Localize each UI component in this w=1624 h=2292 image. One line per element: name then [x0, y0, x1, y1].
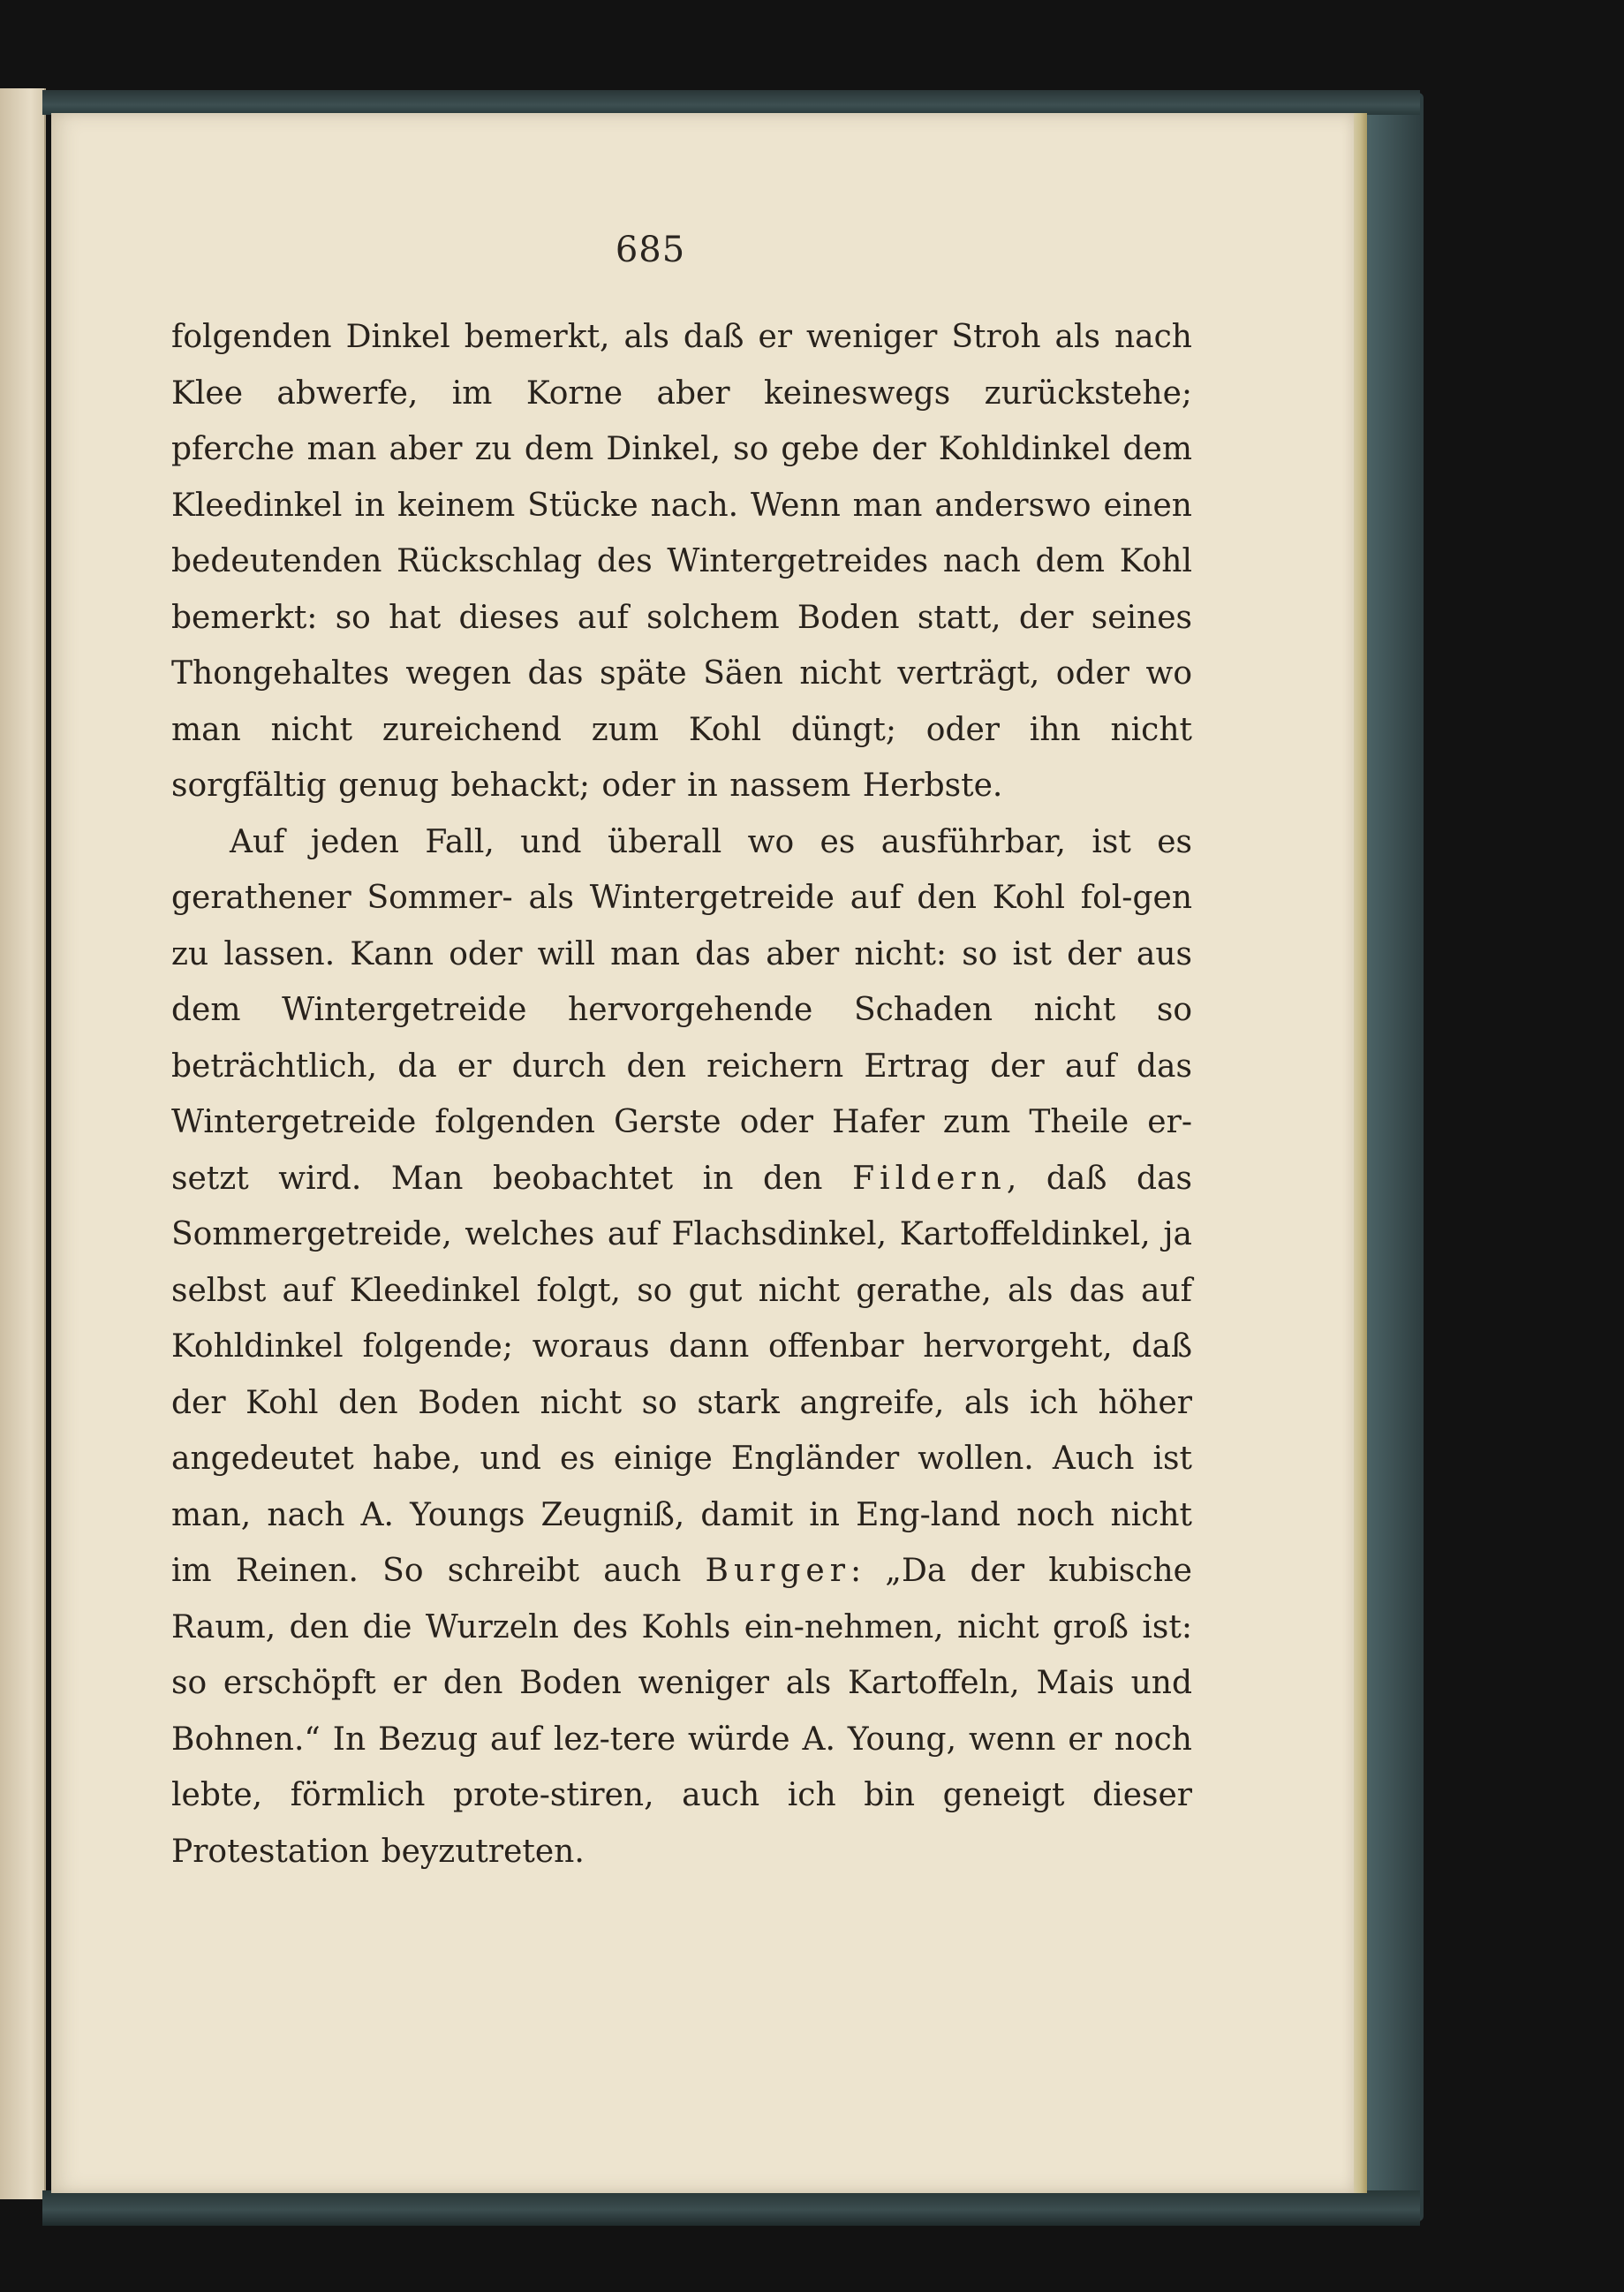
- emphasized-place-name: Fildern: [852, 1160, 1007, 1197]
- body-text: [171, 309, 1192, 1880]
- left-page-edge: [0, 88, 46, 2199]
- text-run: : „Da der kubische Raum, den die Wurzeln des Kohls ein-nehmen, nicht groß ist: so erschöpft er den Boden weniger als Kartoffeln, Mais und Bohnen.“ In Bezug auf lez-tere würde A. Young, wenn er noch lebte, förmlich prote-stiren, auch ich bin geneigt dieser Protestation beyzutreten.: [171, 1553, 1192, 1870]
- emphasized-author-name: Burger: [705, 1553, 850, 1589]
- page-number: 685: [615, 230, 686, 270]
- book-cover-bottom-edge: [42, 2190, 1420, 2226]
- paragraph-1: [171, 309, 1192, 814]
- paragraph-2: [171, 814, 1192, 1880]
- text-run: Auf jeden Fall, und überall wo es ausführbar, ist es gerathener Sommer- als Wintergetreide auf den Kohl fol-gen zu lassen. Kann oder will man das aber nicht: so ist der aus dem Wintergetreide hervorgehende Schaden nicht so beträchtlich, da er durch den reichern Ertrag der auf das Wintergetreide folgenden Gerste oder Hafer zum Theile er-setzt wird. Man beobachtet in den: [171, 823, 1192, 1197]
- text-run: , daß das Sommergetreide, welches auf Flachsdinkel, Kartoffeldinkel, ja selbst auf Kleedinkel folgt, so gut nicht gerathe, als das auf Kohldinkel folgende; woraus dann offenbar hervorgeht, daß der Kohl den Boden nicht so stark angreife, als ich höher angedeutet habe, und es einige Engländer wollen. Auch ist man, nach A. Youngs Zeugniß, damit in Eng-land noch nicht im Reinen. So schreibt auch: [171, 1160, 1192, 1589]
- book-cover-top-edge: [42, 90, 1420, 115]
- text-run: folgenden Dinkel bemerkt, als daß er weniger Stroh als nach Klee abwerfe, im Korne aber keineswegs zurückstehe; pferche man aber zu dem Dinkel, so gebe der Kohldinkel dem Kleedinkel in keinem Stücke nach. Wenn man anderswo einen bedeutenden Rückschlag des Wintergetreides nach dem Kohl bemerkt: so hat dieses auf solchem Boden statt, der seines Thongehaltes wegen das späte Säen nicht verträgt, oder wo man nicht zureichend zum Kohl düngt; oder ihn nicht sorgfältig genug behackt; oder in nassem Herbste.: [171, 319, 1192, 804]
- book-page: [51, 113, 1354, 2193]
